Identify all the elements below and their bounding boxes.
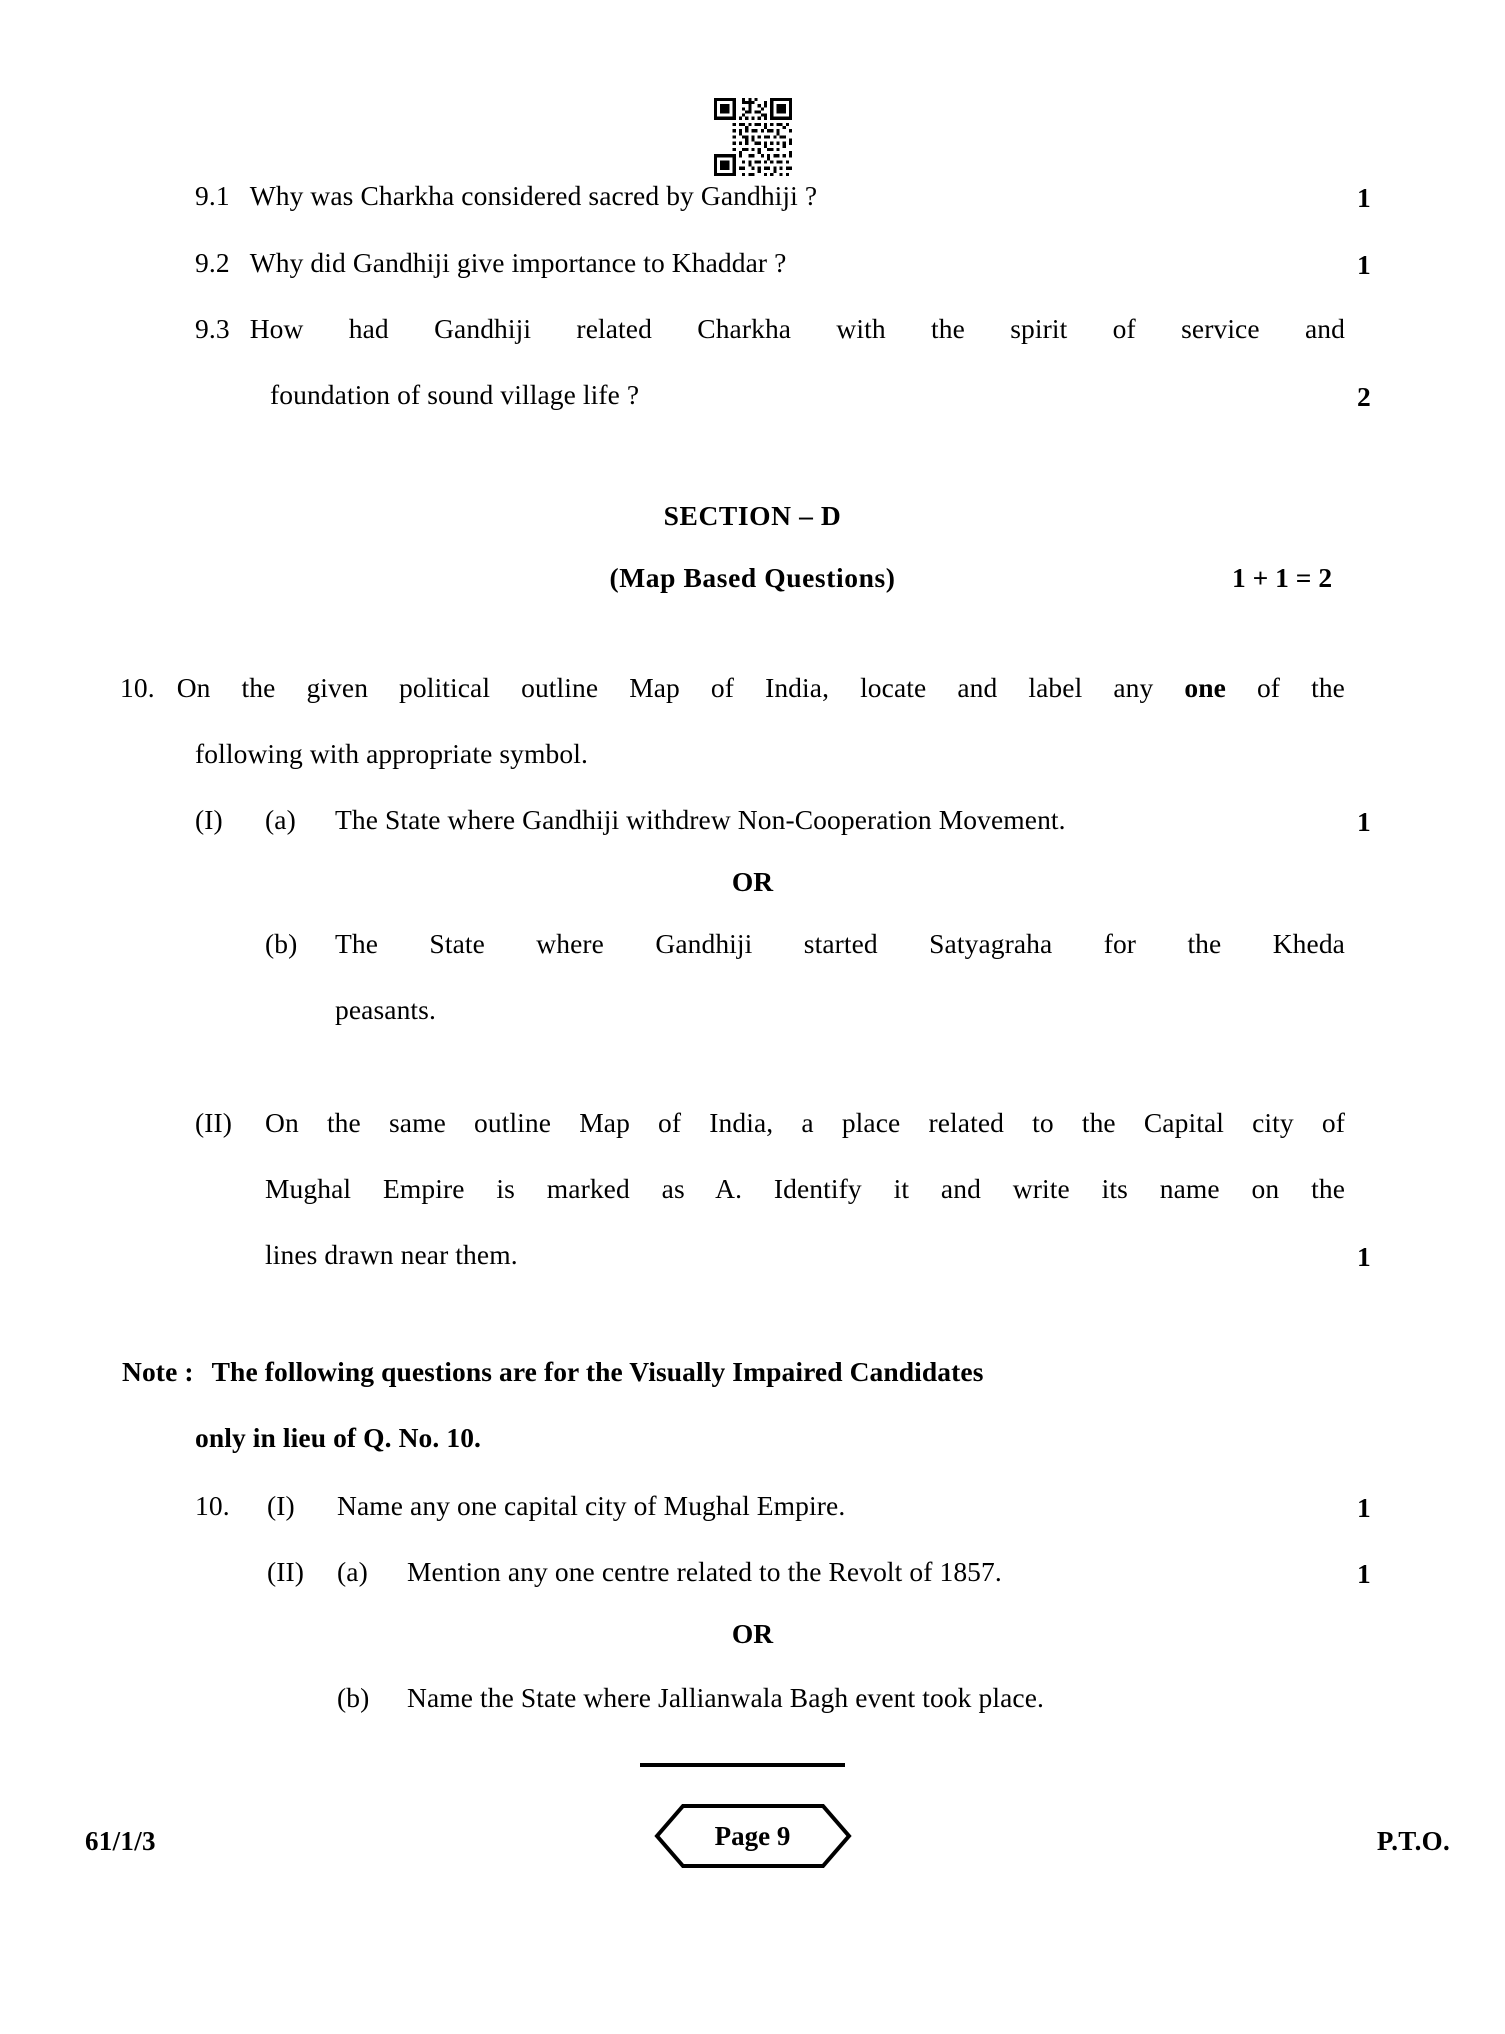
question-10-vi-part-1-text: Name any one capital city of Mughal Empire. xyxy=(337,1490,846,1521)
question-9-1 xyxy=(195,182,1325,210)
question-10-vi-or-divider: OR xyxy=(731,1618,774,1649)
section-d-marks: 1 + 1 = 2 xyxy=(1232,562,1333,593)
question-10-part-1-label: (I) xyxy=(195,804,223,835)
question-9-2-marks: 1 xyxy=(1357,249,1371,280)
question-10-part-1-a xyxy=(195,806,1330,834)
question-10-part-2-line3: lines drawn near them. xyxy=(265,1239,518,1270)
question-9-1-marks: 1 xyxy=(1357,182,1371,213)
question-10-vi-part-b-text: Name the State where Jallianwala Bagh event took place. xyxy=(407,1682,1044,1713)
question-9-3-marks: 2 xyxy=(1357,381,1371,412)
question-10-part-b-line1: The State where Gandhiji started Satyagraha for the Kheda xyxy=(335,928,1345,959)
page-number-label: Page 9 xyxy=(714,1820,791,1851)
question-10-vi-part-2-label: (II) xyxy=(267,1556,305,1587)
note-line2: only in lieu of Q. No. 10. xyxy=(195,1422,482,1453)
footer-divider xyxy=(640,1763,845,1767)
paper-code: 61/1/3 xyxy=(85,1826,156,1856)
question-10-part-a-text: The State where Gandhiji withdrew Non-Cooperation Movement. xyxy=(335,804,1066,835)
question-10-vi-part-1-marks: 1 xyxy=(1357,1492,1371,1523)
question-9-1-number: 9.1 xyxy=(195,180,230,211)
question-10 xyxy=(120,674,1345,702)
question-10-part-a-marks: 1 xyxy=(1357,806,1371,837)
question-10-vi-part-a-text: Mention any one centre related to the Revolt of 1857. xyxy=(407,1556,1002,1587)
question-10-vi-part-1 xyxy=(195,1492,1330,1520)
question-10-vi-part-a-label: (a) xyxy=(337,1556,368,1587)
question-9-3 xyxy=(195,315,1345,343)
note-line1: The following questions are for the Visually Impaired Candidates xyxy=(211,1356,984,1387)
question-10-part-2-line2: Mughal Empire is marked as A. Identify it and write its name on the xyxy=(265,1173,1345,1204)
question-10-part-2 xyxy=(195,1109,1345,1137)
question-10-part-b-line2-row xyxy=(335,996,1345,1024)
question-10-stem-tail: of the xyxy=(1225,672,1345,703)
question-10-part-2-line1: On the same outline Map of India, a place related to the Capital city of xyxy=(265,1107,1345,1138)
question-10-part-2-label: (II) xyxy=(195,1107,233,1138)
question-10-vi-part-b-label: (b) xyxy=(337,1682,370,1713)
question-9-2-number: 9.2 xyxy=(195,247,230,278)
question-10-stem-emphasis: one xyxy=(1184,672,1226,703)
question-10-stem-line2-row xyxy=(195,740,1345,768)
question-10-part-2-line2-row xyxy=(265,1175,1345,1203)
question-9-3-text-line2: foundation of sound village life ? xyxy=(270,379,640,410)
question-10-part-2-marks: 1 xyxy=(1357,1241,1371,1272)
question-9-3-text-line1: How had Gandhiji related Charkha with the spirit of service and xyxy=(249,313,1345,344)
question-9-1-text: Why was Charkha considered sacred by Gandhiji ? xyxy=(249,180,818,211)
question-10-vi-part-2-a xyxy=(267,1558,1330,1586)
section-d-title: SECTION – D xyxy=(663,500,842,531)
question-10-part-2-line3-row xyxy=(265,1241,1345,1269)
question-10-part-b-line2: peasants. xyxy=(335,994,436,1025)
question-10-stem-line2: following with appropriate symbol. xyxy=(195,738,588,769)
qr-code-icon xyxy=(714,98,792,176)
question-9-3-line2 xyxy=(270,381,1345,409)
question-10-stem-part1: On the given political outline Map of India, locate and label any xyxy=(176,672,1185,703)
question-9-2-text: Why did Gandhiji give importance to Khaddar ? xyxy=(249,247,787,278)
note-label: Note : xyxy=(122,1356,194,1387)
question-10-part-b-label: (b) xyxy=(265,928,298,959)
pto-label: P.T.O. xyxy=(1376,1826,1450,1856)
note-line2-row xyxy=(195,1424,1345,1452)
question-10-vi-part-b xyxy=(337,1684,1345,1712)
question-10-number: 10. xyxy=(120,672,155,703)
section-d-subtitle: (Map Based Questions) xyxy=(609,562,896,593)
question-10-vi-number: 10. xyxy=(195,1490,230,1521)
page-number-badge xyxy=(653,1800,853,1872)
question-9-3-number: 9.3 xyxy=(195,313,230,344)
question-10-vi-part-a-marks: 1 xyxy=(1357,1558,1371,1589)
question-10-vi-part-1-label: (I) xyxy=(267,1490,295,1521)
question-10-stem-line1 xyxy=(177,674,1345,702)
note-block xyxy=(122,1358,1345,1386)
question-9-2 xyxy=(195,249,1325,277)
question-10-part-b xyxy=(265,930,1345,958)
question-10-part-a-label: (a) xyxy=(265,804,296,835)
question-10-or-divider: OR xyxy=(731,866,774,897)
